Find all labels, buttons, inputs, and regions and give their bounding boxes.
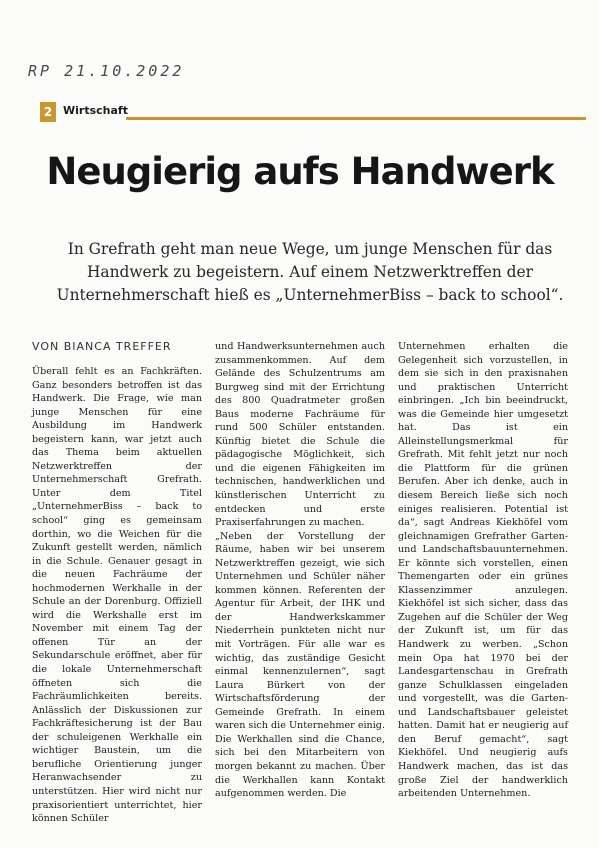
article-column-1 xyxy=(32,365,202,826)
page-number: 2 xyxy=(40,102,56,122)
article-byline: VON BIANCA TREFFER xyxy=(32,340,172,353)
column-paragraph: Unternehmen erhalten die Gelegenheit sich vorzustellen, in dem sie sich in den praxisnahen und praktischen Unterricht einbringen. „Ich bin beeindruckt, was die Gemeinde hier umgesetzt hat. Das ist ein Alleinstellungsmerkmal für Grefrath. Mit fehlt jetzt nur noch die Plattform für die grünen Berufen. Aber ich denke, auch in diesem Bereich ließe sich noch einiges realisieren. Potential ist da“, sagt Andreas Kiekhöfel vom gleichnamigen Grefrather Garten- und Landschaftsbauunternehmen. Er könnte sich vorstellen, einen Themengarten oder ein grünes Klassenzimmer anzulegen. Kiekhöfel ist sich sicher, dass das Zugehen auf die Schüler der Weg der Zukunft ist, um für das Handwerk zu werben. „Schon mein Opa hat 1970 bei der Landesgartenschau in Grefrath ganze Schulklassen eingeladen und vorgestellt, was die Garten- und Landschaftsbauer geleistet hatten. Damit hat er neugierig auf den Beruf gemacht“, sagt Kiekhöfel. Und neugierig aufs Handwerk machen, das ist das große Ziel der handwerklich arbeitenden Unternehmen. xyxy=(398,341,568,800)
column-paragraph: „Neben der Vorstellung der Räume, haben wir bei unserem Netzwerktreffen gezeigt, wie sich Unternehmen und Schüler näher kommen können. Referenten der Agentur für Arbeit, der IHK und der Handwerkskammer Niederrhein punkteten nicht nur mit Vorträgen. Für alle war es wichtig, das zuständige Gesicht einmal kennenzulernen“, sagt Laura Bürkert von der Wirtschaftsförderung der Gemeinde Grefrath. In einem waren sich die Unternehmer einig. Die Werkhallen sind die Chance, sich bei den Mitarbeitern von morgen bekannt zu machen. Über die Werkhallen kann Kontakt aufgenommen werden. Die xyxy=(215,530,385,800)
article-column-2 xyxy=(215,340,385,801)
section-header xyxy=(40,100,585,124)
column-paragraph: und Handwerksunternehmen auch zusammenkommen. Auf dem Gelände des Schulzentrums am Burgweg sind mit der Errichtung des 800 Quadratmeter großen Baus moderne Fachräume für rund 500 Schüler entstanden. Künftig bietet die Schule die pädagogische Möglichkeit, sich und die eigenen Fähigkeiten im technischen, handwerklichen und künstlerischen Unterricht zu entdecken und erste Praxiserfahrungen zu machen. xyxy=(215,341,385,529)
article-lede: In Grefrath geht man neue Wege, um junge Menschen für das Handwerk zu begeistern. Auf einem Netzwerktreffen der Unternehmerschaft hieß es „UnternehmerBiss – back to school“. xyxy=(56,240,564,304)
column-paragraph: Überall fehlt es an Fachkräften. Ganz besonders betroffen ist das Handwerk. Die Frage, wie man junge Menschen für eine Ausbildung im Handwerk begeistern kann, war jetzt auch das Thema beim aktuellen Netzwerktreffen der Unternehmerschaft Grefrath. Unter dem Titel „UnternehmerBiss – back to school“ ging es gemeinsam dorthin, wo die Weichen für die Zukunft gestellt werden, nämlich in die Schule. Genauer gesagt in die neuen Fachräume der hochmodernen Werkhalle in der Schule an der Dorenburg. Offiziell wird die Werkshalle erst im November mit einem Tag der offenen Tür an der Sekundarschule eröffnet, aber für die lokale Unternehmerschaft öffneten sich die Fachräumlichkeiten bereits. Anlässlich der Diskussionen zur Fachkräftesicherung ist der Bau der schuleigenen Werkhalle ein wichtiger Baustein, um die berufliche Orientierung junger Heranwachsender zu unterstützen. Hier wird nicht nur praxisorientiert unterrichtet, hier können Schüler xyxy=(32,366,202,825)
section-rule xyxy=(126,117,586,120)
article-headline: Neugierig aufs Handwerk xyxy=(46,150,554,193)
section-name: Wirtschaft xyxy=(63,104,128,117)
handwritten-date-note: RP 21.10.2022 xyxy=(28,62,185,80)
article-column-3 xyxy=(398,340,568,801)
